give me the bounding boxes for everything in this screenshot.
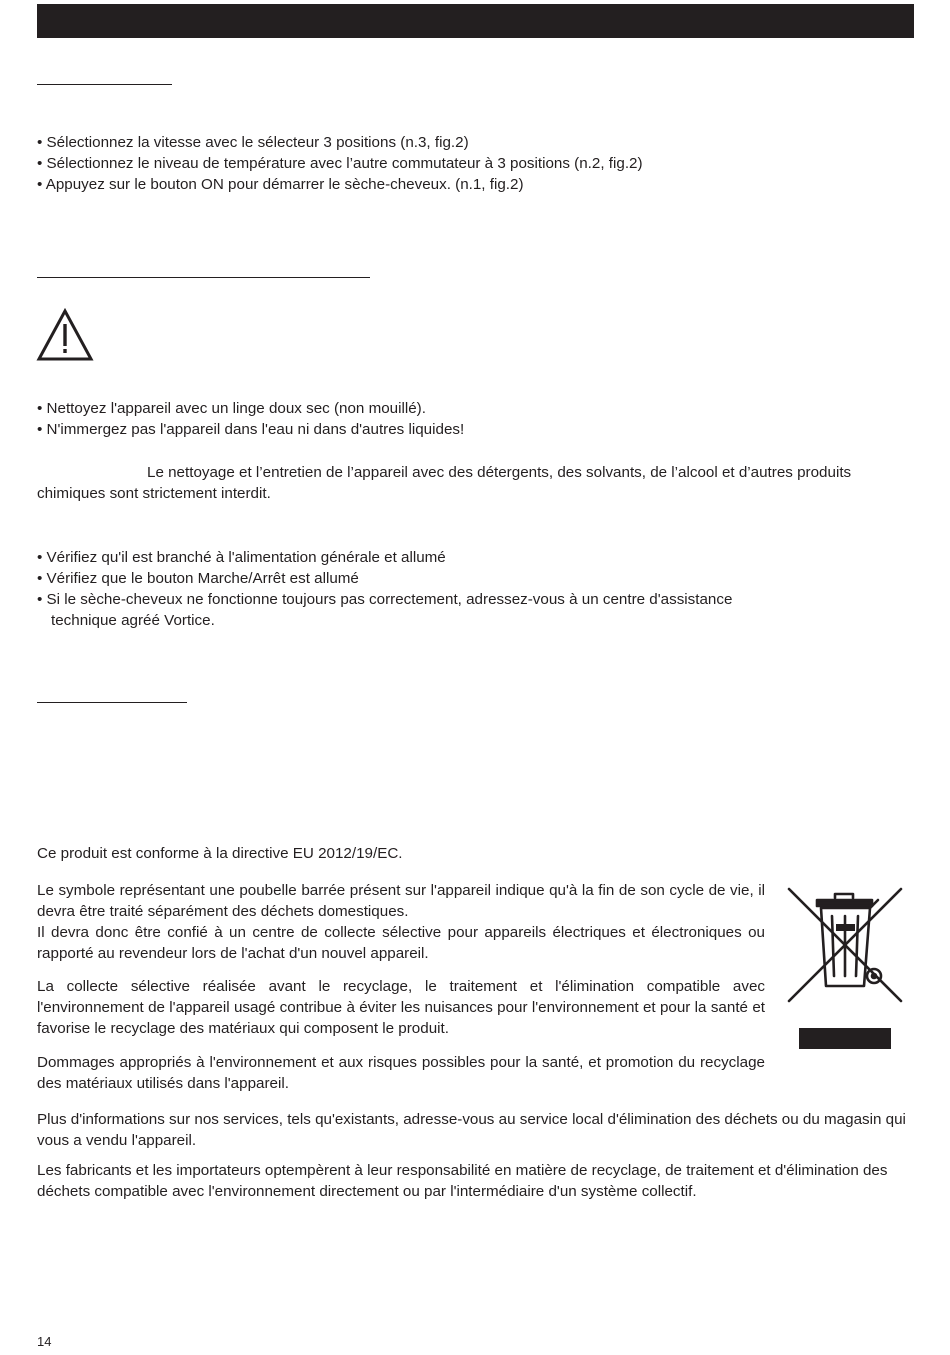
header-bar bbox=[37, 4, 914, 38]
list-item: • N'immergez pas l'appareil dans l'eau ni dans d'autres liquides! bbox=[37, 421, 465, 438]
disposal-paragraph: Le symbole représentant une poubelle barrée présent sur l'appareil indique qu'à la fin de son cycle de vie, il devra être traité séparément des déchets domestiques. bbox=[37, 882, 765, 920]
troubleshooting-list bbox=[37, 547, 732, 631]
list-item: • Vérifiez que le bouton Marche/Arrêt est allumé bbox=[37, 570, 359, 587]
list-item-continuation: technique agréé Vortice. bbox=[51, 612, 215, 629]
list-item: • Sélectionnez le niveau de température avec l’autre commutateur à 3 positions (n.2, fig.2) bbox=[37, 155, 643, 172]
list-item: • Nettoyez l'appareil avec un linge doux sec (non mouillé). bbox=[37, 400, 426, 417]
disposal-paragraph: Plus d'informations sur nos services, tels qu'existants, adresse-vous au service local d'élimination des déchets ou du magasin qui vous a vendu l'appareil. bbox=[37, 1111, 906, 1149]
list-item: • Vérifiez qu'il est branché à l'alimentation générale et allumé bbox=[37, 549, 446, 566]
list-item: • Sélectionnez la vitesse avec le sélecteur 3 positions (n.3, fig.2) bbox=[37, 134, 469, 151]
section-underline-maintenance bbox=[37, 277, 370, 278]
crossed-out-wheelie-bin-icon bbox=[786, 886, 904, 1004]
page-number: 14 bbox=[37, 1334, 52, 1349]
list-item-text: • Si le sèche-cheveux ne fonctionne toujours pas correctement, adressez-vous à un centre d'assistance bbox=[37, 591, 733, 608]
warning-triangle-icon bbox=[36, 308, 94, 362]
disposal-paragraph: La collecte sélective réalisée avant le recyclage, le traitement et l'élimination compatible avec l'environnement de l'appareil usagé contribue à éviter les nuisances pour l'environnement et pour la santé et favorise le recyclage des matériaux qui composent le produit. bbox=[37, 978, 765, 1037]
usage-list bbox=[37, 132, 643, 195]
maintenance-note: Le nettoyage et l’entretien de l’appareil avec des détergents, des solvants, de l’alcool et d’autres produits chimiques sont strictement interdit. bbox=[37, 464, 852, 502]
disposal-block bbox=[37, 880, 765, 964]
disposal-paragraph: Il devra donc être confié à un centre de collecte sélective pour appareils électriques et électroniques ou rapporté au revendeur lors de l'achat d'un nouvel appareil. bbox=[37, 924, 765, 962]
section-underline-usage bbox=[37, 84, 172, 85]
list-item bbox=[37, 589, 732, 631]
section-underline-disposal bbox=[37, 702, 187, 703]
directive-text: Ce produit est conforme à la directive EU 2012/19/EC. bbox=[37, 845, 403, 862]
list-item: • Appuyez sur le bouton ON pour démarrer le sèche-cheveux. (n.1, fig.2) bbox=[37, 176, 524, 193]
black-bar bbox=[799, 1028, 891, 1049]
maintenance-list bbox=[37, 398, 464, 440]
disposal-paragraph: Dommages appropriés à l'environnement et aux risques possibles pour la santé, et promotion du recyclage des matériaux utilisés dans l'appareil. bbox=[37, 1054, 765, 1092]
disposal-paragraph: Les fabricants et les importateurs optempèrent à leur responsabilité en matière de recyclage, de traitement et d'élimination des déchets compatible avec l'environnement directement ou par l'intermédiaire d'un système collectif. bbox=[37, 1162, 888, 1200]
